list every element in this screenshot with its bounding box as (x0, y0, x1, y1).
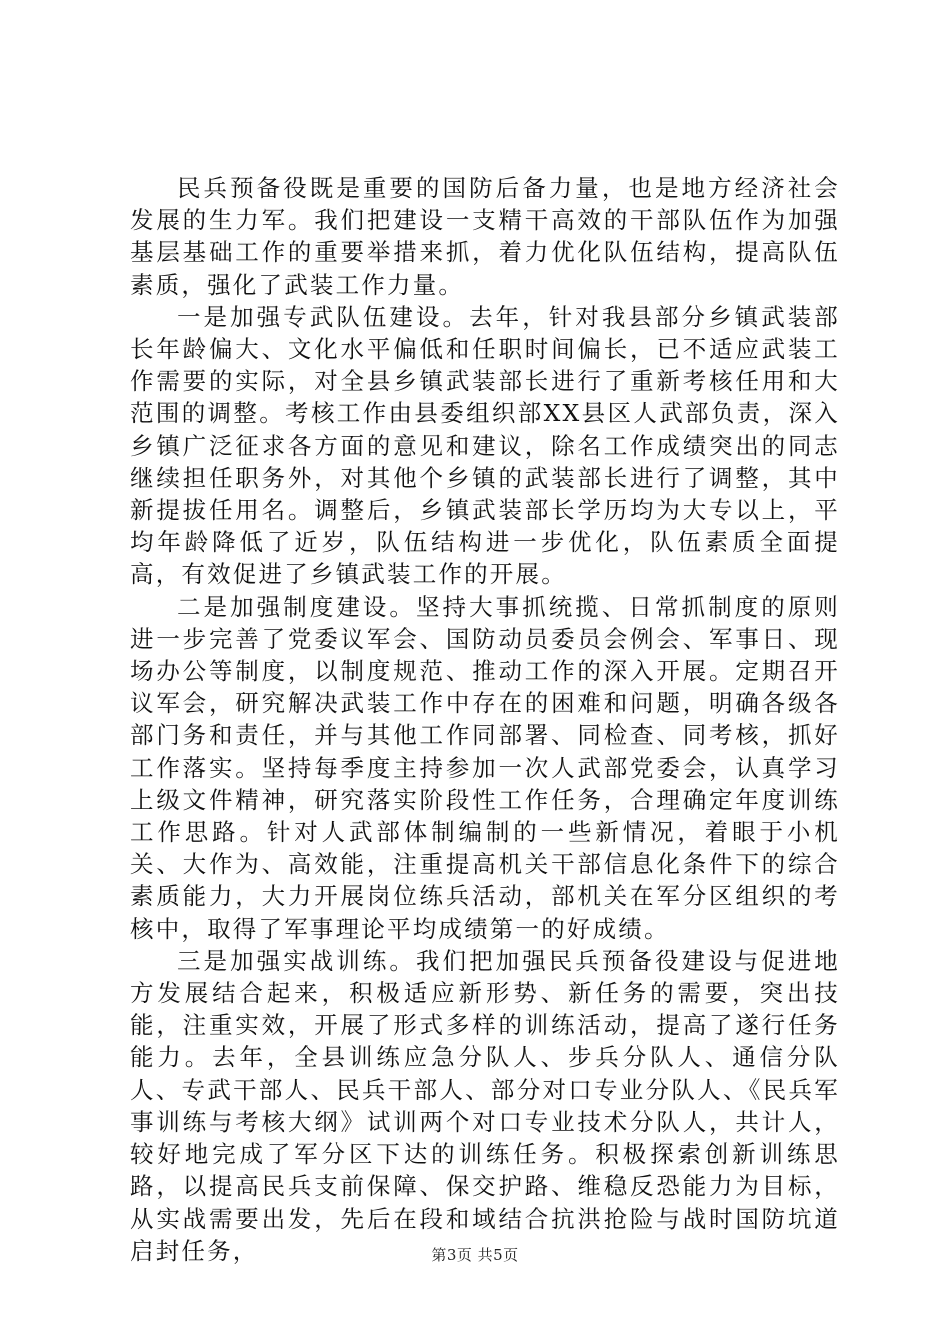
document-body (130, 172, 840, 1267)
paragraph-cadre-building: 一是加强专武队伍建设。去年，针对我县部分乡镇武装部长年龄偏大、文化水平偏低和任职时间偏长，已不适应武装工作需要的实际，对全县乡镇武装部长进行了重新考核任用和大范围的调整。考核工作由县委组织部XX县区人武部负责，深入乡镇广泛征求各方面的意见和建议，除名工作成绩突出的同志继续担任职务外，对其他个乡镇的武装部长进行了调整，其中新提拔任用名。调整后，乡镇武装部长学历均为大专以上，平均年龄降低了近岁，队伍结构进一步优化，队伍素质全面提高，有效促进了乡镇武装工作的开展。 (130, 302, 840, 589)
paragraph-system-building: 二是加强制度建设。坚持大事抓统揽、日常抓制度的原则进一步完善了党委议军会、国防动员委员会例会、军事日、现场办公等制度，以制度规范、推动工作的深入开展。定期召开议军会，研究解决武装工作中存在的困难和问题，明确各级各部门务和责任，并与其他工作同部署、同检查、同考核，抓好工作落实。坚持每季度主持参加一次人武部党委会，认真学习上级文件精神，研究落实阶段性工作任务，合理确定年度训练工作思路。针对人武部体制编制的一些新情况，着眼于小机关、大作为、高效能，注重提高机关干部信息化条件下的综合素质能力，大力开展岗位练兵活动，部机关在军分区组织的考核中，取得了军事理论平均成绩第一的好成绩。 (130, 592, 840, 943)
paragraph-intro: 民兵预备役既是重要的国防后备力量，也是地方经济社会发展的生力军。我们把建设一支精干高效的干部队伍作为加强基层基础工作的重要举措来抓，着力优化队伍结构，提高队伍素质，强化了武装工作力量。 (130, 174, 840, 299)
paragraph-combat-training: 三是加强实战训练。我们把加强民兵预备役建设与促进地方发展结合起来，积极适应新形势、新任务的需要，突出技能，注重实效，开展了形式多样的训练活动，提高了遂行任务能力。去年，全县训练应急分队人、步兵分队人、通信分队人、专武干部人、民兵干部人、部分对口专业分队人、《民兵军事训练与考核大纲》试训两个对口专业技术分队人，共计人，较好地完成了军分区下达的训练任务。积极探索创新训练思路，以提高民兵支前保障、保交护路、维稳反恐能力为目标，从实战需要出发，先后在段和域结合抗洪抢险与战时国防坑道启封任务， (130, 946, 840, 1265)
page-number-footer: 第3页 共5页 (431, 1246, 519, 1264)
